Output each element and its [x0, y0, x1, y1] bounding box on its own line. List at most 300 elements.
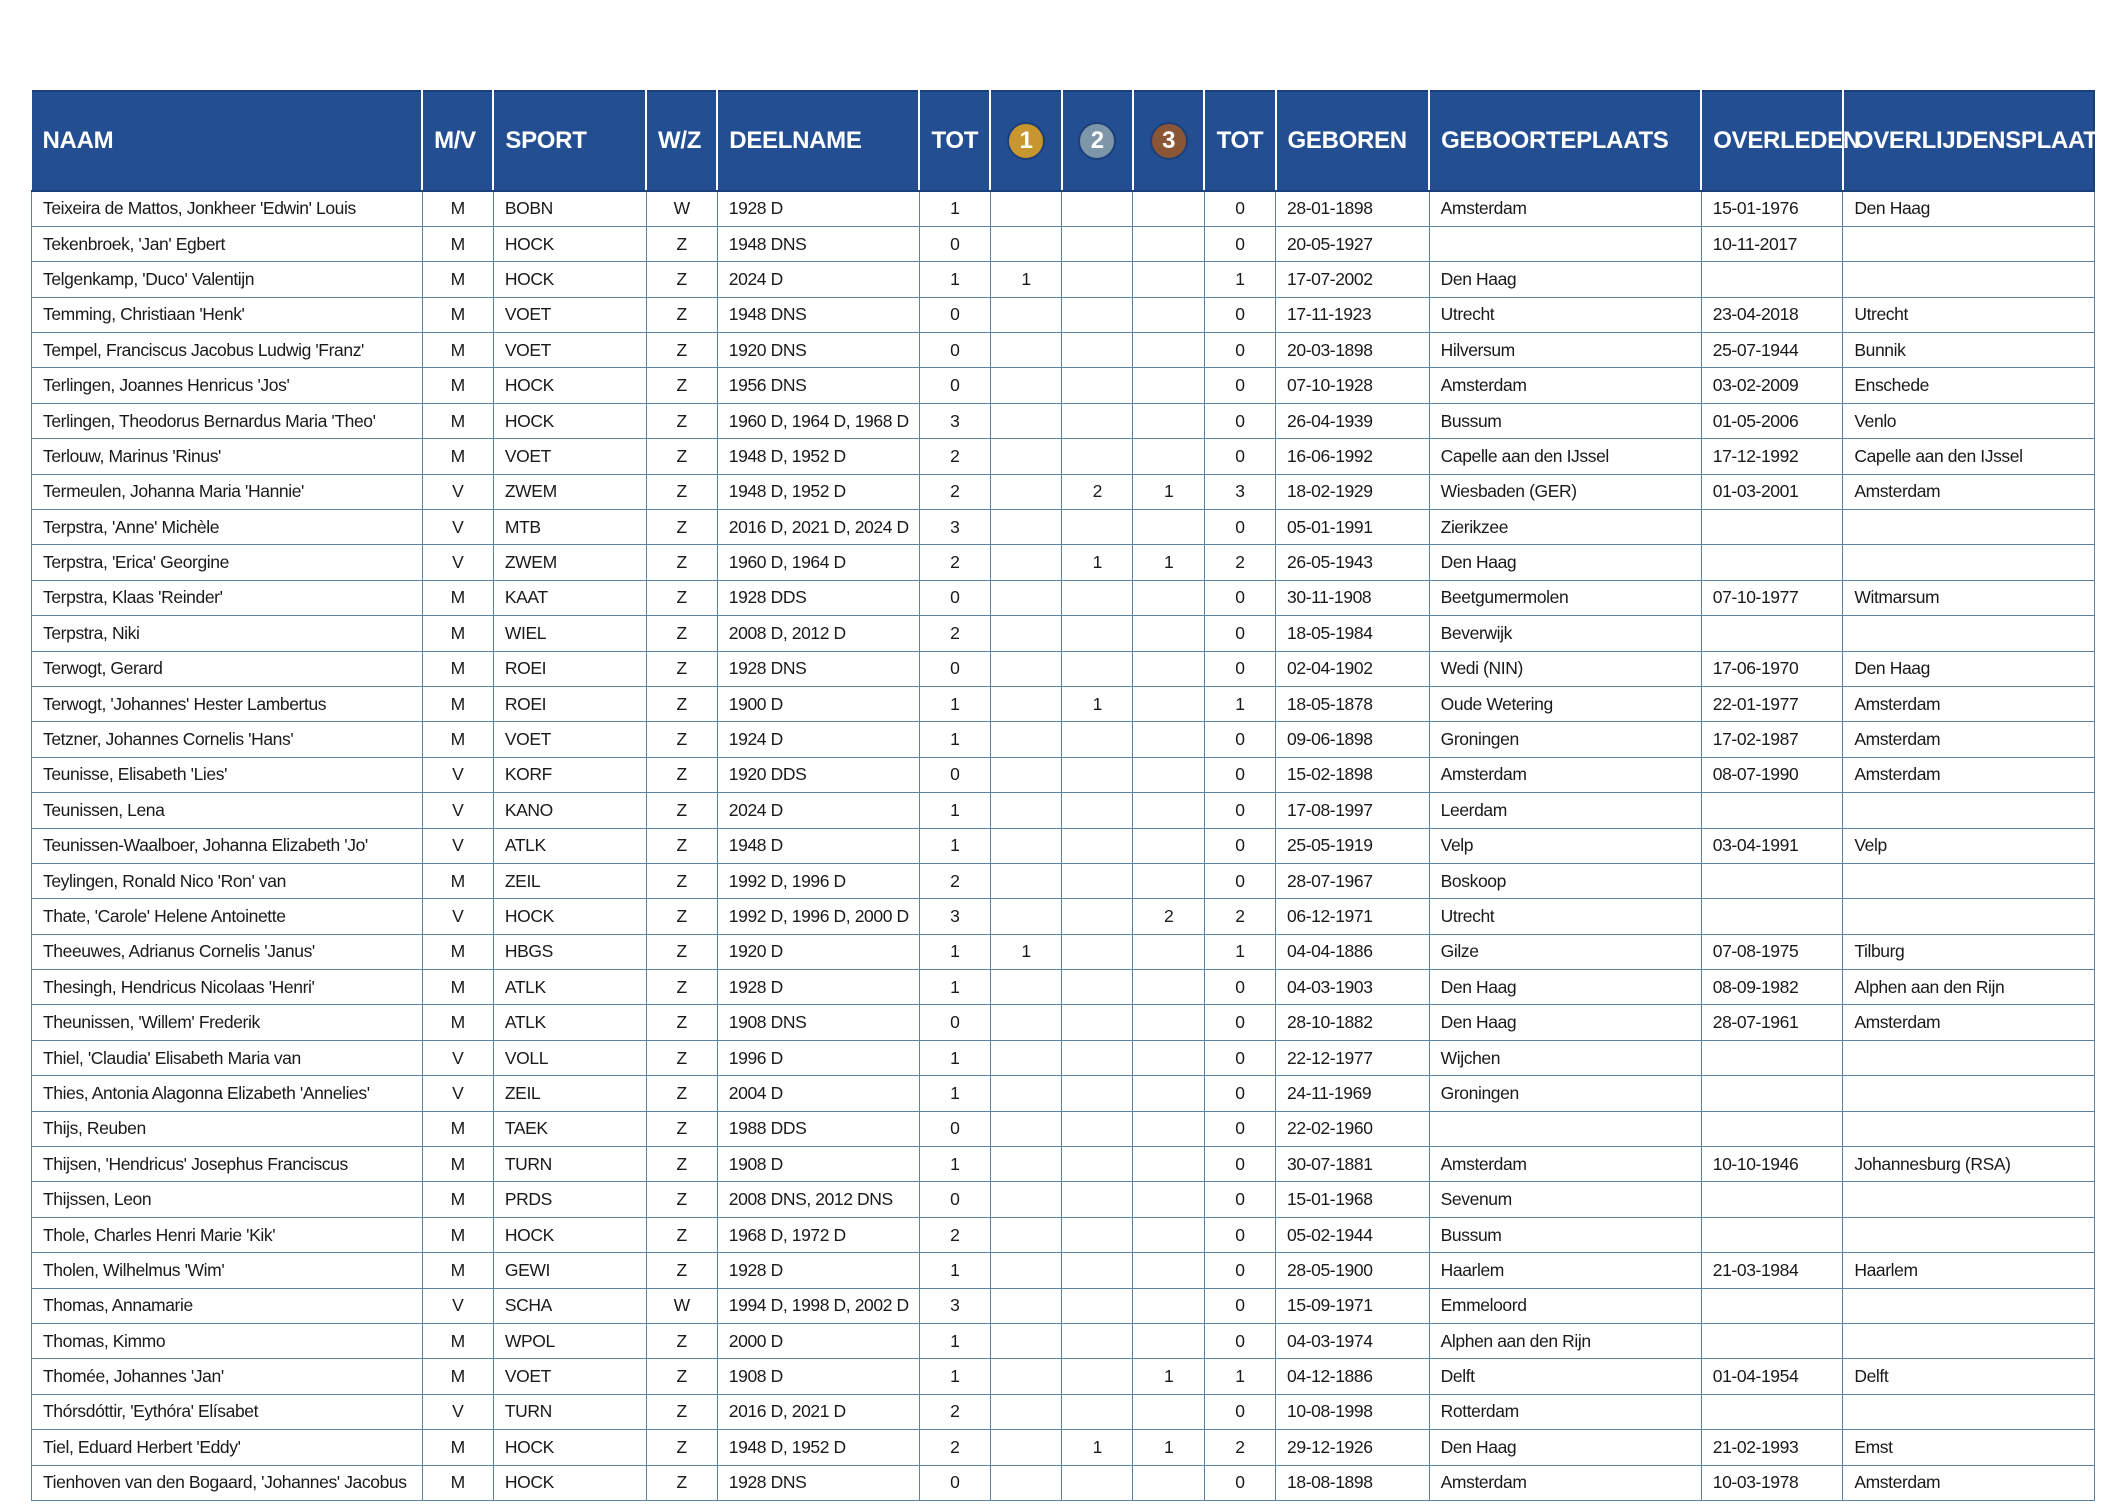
cell-tot-participations: 0 — [919, 1111, 990, 1146]
cell-mv: M — [422, 651, 493, 686]
cell-overleden: 03-04-1991 — [1701, 828, 1843, 863]
cell-bronze — [1133, 1465, 1204, 1500]
cell-overlijdensplaats: Haarlem — [1843, 1253, 2094, 1288]
cell-tot-participations: 0 — [919, 651, 990, 686]
cell-wz: Z — [646, 1394, 717, 1429]
cell-tot-medals: 0 — [1204, 1076, 1275, 1111]
cell-mv: M — [422, 1430, 493, 1465]
cell-mv: V — [422, 1040, 493, 1075]
cell-geboren: 28-01-1898 — [1276, 191, 1430, 226]
cell-sport: ATLK — [493, 1005, 646, 1040]
cell-geboorteplaats — [1429, 226, 1701, 261]
cell-silver — [1062, 1253, 1133, 1288]
cell-mv: M — [422, 1005, 493, 1040]
cell-gold — [990, 863, 1061, 898]
cell-sport: HOCK — [493, 262, 646, 297]
cell-tot-participations: 2 — [919, 1430, 990, 1465]
table-row[interactable] — [32, 1111, 2095, 1146]
cell-silver — [1062, 899, 1133, 934]
cell-geboren: 16-06-1992 — [1276, 439, 1430, 474]
cell-tot-medals: 2 — [1204, 545, 1275, 580]
cell-bronze — [1133, 262, 1204, 297]
cell-wz: Z — [646, 686, 717, 721]
cell-deelname: 1960 D, 1964 D — [717, 545, 919, 580]
cell-geboren: 17-11-1923 — [1276, 297, 1430, 332]
cell-bronze — [1133, 686, 1204, 721]
cell-geboorteplaats: Beetgumermolen — [1429, 580, 1701, 615]
table-row[interactable] — [32, 1147, 2095, 1182]
cell-mv: M — [422, 226, 493, 261]
table-row[interactable] — [32, 1359, 2095, 1394]
cell-silver — [1062, 403, 1133, 438]
cell-tot-medals: 0 — [1204, 1394, 1275, 1429]
cell-overlijdensplaats — [1843, 1182, 2094, 1217]
cell-deelname: 2024 D — [717, 262, 919, 297]
cell-bronze — [1133, 403, 1204, 438]
cell-tot-medals: 0 — [1204, 1040, 1275, 1075]
cell-overleden: 17-06-1970 — [1701, 651, 1843, 686]
table-row[interactable] — [32, 1430, 2095, 1465]
cell-gold — [990, 191, 1061, 226]
cell-gold — [990, 226, 1061, 261]
cell-bronze — [1133, 1076, 1204, 1111]
table-row[interactable] — [32, 686, 2095, 721]
cell-sport: ATLK — [493, 828, 646, 863]
cell-sport: SCHA — [493, 1288, 646, 1323]
cell-overleden: 10-10-1946 — [1701, 1147, 1843, 1182]
cell-gold — [990, 616, 1061, 651]
table-row[interactable] — [32, 1253, 2095, 1288]
cell-deelname: 1900 D — [717, 686, 919, 721]
cell-mv: V — [422, 899, 493, 934]
cell-gold — [990, 403, 1061, 438]
table-row[interactable] — [32, 863, 2095, 898]
table-row[interactable] — [32, 1465, 2095, 1500]
cell-overlijdensplaats — [1843, 262, 2094, 297]
table-row[interactable] — [32, 297, 2095, 332]
cell-bronze: 1 — [1133, 474, 1204, 509]
cell-geboren: 05-01-1991 — [1276, 510, 1430, 545]
cell-sport: KORF — [493, 757, 646, 792]
cell-naam: Terlingen, Joannes Henricus 'Jos' — [32, 368, 423, 403]
cell-overlijdensplaats: Alphen aan den Rijn — [1843, 970, 2094, 1005]
cell-deelname: 1992 D, 1996 D — [717, 863, 919, 898]
cell-geboorteplaats: Capelle aan den IJssel — [1429, 439, 1701, 474]
cell-tot-medals: 0 — [1204, 757, 1275, 792]
cell-naam: Teunissen, Lena — [32, 793, 423, 828]
table-row[interactable] — [32, 970, 2095, 1005]
cell-geboren: 15-09-1971 — [1276, 1288, 1430, 1323]
cell-gold — [990, 474, 1061, 509]
cell-overleden — [1701, 1111, 1843, 1146]
cell-bronze: 1 — [1133, 545, 1204, 580]
cell-mv: M — [422, 297, 493, 332]
cell-gold — [990, 333, 1061, 368]
cell-overlijdensplaats — [1843, 1324, 2094, 1359]
cell-geboorteplaats: Hilversum — [1429, 333, 1701, 368]
cell-sport: ROEI — [493, 686, 646, 721]
table-row[interactable] — [32, 1005, 2095, 1040]
cell-tot-medals: 0 — [1204, 651, 1275, 686]
cell-overleden — [1701, 545, 1843, 580]
cell-sport: ATLK — [493, 970, 646, 1005]
cell-overleden — [1701, 616, 1843, 651]
cell-tot-participations: 1 — [919, 934, 990, 969]
table-row[interactable] — [32, 1324, 2095, 1359]
table-row[interactable] — [32, 651, 2095, 686]
table-row[interactable] — [32, 793, 2095, 828]
cell-overlijdensplaats — [1843, 545, 2094, 580]
table-row[interactable] — [32, 757, 2095, 792]
table-row[interactable] — [32, 1217, 2095, 1252]
cell-geboren: 26-04-1939 — [1276, 403, 1430, 438]
cell-naam: Thomas, Kimmo — [32, 1324, 423, 1359]
table-row[interactable] — [32, 616, 2095, 651]
cell-tot-medals: 0 — [1204, 1111, 1275, 1146]
cell-bronze — [1133, 368, 1204, 403]
cell-overleden — [1701, 1288, 1843, 1323]
cell-bronze — [1133, 510, 1204, 545]
cell-geboren: 20-03-1898 — [1276, 333, 1430, 368]
cell-tot-participations: 0 — [919, 1182, 990, 1217]
table-row[interactable] — [32, 899, 2095, 934]
cell-deelname: 1908 D — [717, 1359, 919, 1394]
cell-deelname: 2008 DNS, 2012 DNS — [717, 1182, 919, 1217]
cell-bronze — [1133, 1182, 1204, 1217]
cell-geboorteplaats: Emmeloord — [1429, 1288, 1701, 1323]
cell-wz: Z — [646, 970, 717, 1005]
col-header-silver[interactable] — [1062, 91, 1133, 191]
table-row[interactable] — [32, 722, 2095, 757]
cell-naam: Thiel, 'Claudia' Elisabeth Maria van — [32, 1040, 423, 1075]
cell-deelname: 1948 DNS — [717, 297, 919, 332]
cell-silver — [1062, 1040, 1133, 1075]
cell-bronze — [1133, 970, 1204, 1005]
cell-overlijdensplaats — [1843, 226, 2094, 261]
cell-overlijdensplaats: Bunnik — [1843, 333, 2094, 368]
cell-mv: M — [422, 1359, 493, 1394]
cell-bronze — [1133, 934, 1204, 969]
col-header-gold[interactable] — [990, 91, 1061, 191]
cell-naam: Tempel, Franciscus Jacobus Ludwig 'Franz' — [32, 333, 423, 368]
cell-bronze — [1133, 863, 1204, 898]
cell-geboren: 15-02-1898 — [1276, 757, 1430, 792]
col-header-overlijdensplaats[interactable]: OVERLIJDENSPLAATS — [1843, 91, 2094, 191]
cell-bronze — [1133, 757, 1204, 792]
cell-wz: Z — [646, 1465, 717, 1500]
cell-silver: 1 — [1062, 686, 1133, 721]
cell-gold — [990, 757, 1061, 792]
cell-mv: M — [422, 403, 493, 438]
table-row[interactable] — [32, 1182, 2095, 1217]
cell-mv: M — [422, 1182, 493, 1217]
cell-tot-participations: 2 — [919, 439, 990, 474]
table-row[interactable] — [32, 474, 2095, 509]
cell-overlijdensplaats — [1843, 899, 2094, 934]
cell-deelname: 1924 D — [717, 722, 919, 757]
cell-silver — [1062, 510, 1133, 545]
cell-overleden: 08-09-1982 — [1701, 970, 1843, 1005]
cell-naam: Thomée, Johannes 'Jan' — [32, 1359, 423, 1394]
cell-deelname: 2000 D — [717, 1324, 919, 1359]
cell-sport: VOET — [493, 722, 646, 757]
cell-geboren: 30-11-1908 — [1276, 580, 1430, 615]
cell-gold — [990, 1465, 1061, 1500]
cell-deelname: 1996 D — [717, 1040, 919, 1075]
cell-wz: Z — [646, 333, 717, 368]
table-row[interactable] — [32, 1288, 2095, 1323]
cell-bronze — [1133, 1324, 1204, 1359]
cell-geboorteplaats: Boskoop — [1429, 863, 1701, 898]
cell-geboren: 25-05-1919 — [1276, 828, 1430, 863]
cell-overleden — [1701, 1324, 1843, 1359]
cell-wz: Z — [646, 1324, 717, 1359]
cell-silver — [1062, 863, 1133, 898]
bronze-medal-icon: 3 — [1150, 122, 1188, 160]
cell-tot-participations: 1 — [919, 970, 990, 1005]
cell-silver — [1062, 226, 1133, 261]
cell-naam: Tienhoven van den Bogaard, 'Johannes' Jacobus — [32, 1465, 423, 1500]
cell-silver — [1062, 580, 1133, 615]
cell-geboren: 18-05-1984 — [1276, 616, 1430, 651]
cell-bronze — [1133, 1394, 1204, 1429]
col-header-sport[interactable]: SPORT — [493, 91, 646, 191]
cell-silver — [1062, 1288, 1133, 1323]
cell-overlijdensplaats: Amsterdam — [1843, 722, 2094, 757]
cell-tot-medals: 1 — [1204, 262, 1275, 297]
cell-mv: V — [422, 828, 493, 863]
gold-medal-icon: 1 — [1007, 122, 1045, 160]
cell-overlijdensplaats — [1843, 1394, 2094, 1429]
cell-sport: HOCK — [493, 1217, 646, 1252]
col-header-tot-medals[interactable]: TOT — [1204, 91, 1275, 191]
cell-naam: Thomas, Annamarie — [32, 1288, 423, 1323]
col-header-geboren[interactable]: GEBOREN — [1276, 91, 1430, 191]
cell-overleden: 17-02-1987 — [1701, 722, 1843, 757]
cell-geboren: 26-05-1943 — [1276, 545, 1430, 580]
cell-tot-medals: 1 — [1204, 1359, 1275, 1394]
cell-geboren: 28-05-1900 — [1276, 1253, 1430, 1288]
cell-silver: 1 — [1062, 1430, 1133, 1465]
table-row[interactable] — [32, 1076, 2095, 1111]
cell-tot-participations: 1 — [919, 1359, 990, 1394]
cell-bronze: 1 — [1133, 1430, 1204, 1465]
cell-gold — [990, 510, 1061, 545]
table-row[interactable] — [32, 262, 2095, 297]
cell-tot-participations: 2 — [919, 616, 990, 651]
cell-bronze — [1133, 722, 1204, 757]
cell-deelname: 2004 D — [717, 1076, 919, 1111]
cell-overlijdensplaats — [1843, 510, 2094, 545]
cell-silver — [1062, 1359, 1133, 1394]
table-row[interactable] — [32, 510, 2095, 545]
cell-naam: Theeuwes, Adrianus Cornelis 'Janus' — [32, 934, 423, 969]
table-row[interactable] — [32, 1394, 2095, 1429]
cell-deelname: 1928 D — [717, 1253, 919, 1288]
cell-tot-medals: 0 — [1204, 368, 1275, 403]
cell-geboren: 18-05-1878 — [1276, 686, 1430, 721]
cell-mv: V — [422, 1394, 493, 1429]
col-header-naam[interactable]: NAAM — [32, 91, 423, 191]
cell-silver — [1062, 616, 1133, 651]
cell-wz: Z — [646, 368, 717, 403]
cell-deelname: 1928 D — [717, 191, 919, 226]
cell-wz: Z — [646, 1359, 717, 1394]
cell-mv: M — [422, 1147, 493, 1182]
cell-gold — [990, 1288, 1061, 1323]
col-header-wz[interactable]: W/Z — [646, 91, 717, 191]
cell-geboorteplaats: Den Haag — [1429, 1005, 1701, 1040]
cell-silver — [1062, 651, 1133, 686]
cell-geboren: 18-08-1898 — [1276, 1465, 1430, 1500]
cell-geboren: 20-05-1927 — [1276, 226, 1430, 261]
table-row[interactable] — [32, 1040, 2095, 1075]
table-row[interactable] — [32, 439, 2095, 474]
cell-geboorteplaats: Den Haag — [1429, 1430, 1701, 1465]
cell-overlijdensplaats: Witmarsum — [1843, 580, 2094, 615]
cell-sport: VOET — [493, 333, 646, 368]
cell-naam: Teixeira de Mattos, Jonkheer 'Edwin' Louis — [32, 191, 423, 226]
cell-gold — [990, 1005, 1061, 1040]
cell-mv: M — [422, 722, 493, 757]
cell-overleden — [1701, 262, 1843, 297]
cell-sport: ROEI — [493, 651, 646, 686]
cell-tot-medals: 0 — [1204, 580, 1275, 615]
cell-geboren: 22-12-1977 — [1276, 1040, 1430, 1075]
cell-deelname: 1920 DDS — [717, 757, 919, 792]
cell-tot-medals: 0 — [1204, 1217, 1275, 1252]
col-header-geboorteplaats[interactable]: GEBOORTEPLAATS — [1429, 91, 1701, 191]
cell-mv: M — [422, 616, 493, 651]
cell-overlijdensplaats: Amsterdam — [1843, 474, 2094, 509]
cell-tot-medals: 2 — [1204, 899, 1275, 934]
cell-overleden: 03-02-2009 — [1701, 368, 1843, 403]
cell-overleden: 08-07-1990 — [1701, 757, 1843, 792]
cell-gold — [990, 793, 1061, 828]
cell-overleden — [1701, 793, 1843, 828]
cell-wz: Z — [646, 934, 717, 969]
cell-overlijdensplaats — [1843, 1040, 2094, 1075]
table-row[interactable] — [32, 191, 2095, 226]
cell-overleden — [1701, 1394, 1843, 1429]
cell-silver — [1062, 1182, 1133, 1217]
cell-deelname: 1928 DNS — [717, 651, 919, 686]
cell-overleden: 22-01-1977 — [1701, 686, 1843, 721]
col-header-tot-participations[interactable]: TOT — [919, 91, 990, 191]
table-row[interactable] — [32, 226, 2095, 261]
cell-gold — [990, 545, 1061, 580]
col-header-deelname[interactable]: DEELNAME — [717, 91, 919, 191]
cell-tot-medals: 0 — [1204, 191, 1275, 226]
cell-naam: Terpstra, 'Erica' Georgine — [32, 545, 423, 580]
cell-sport: HOCK — [493, 368, 646, 403]
cell-overleden: 23-04-2018 — [1701, 297, 1843, 332]
cell-naam: Tekenbroek, 'Jan' Egbert — [32, 226, 423, 261]
cell-geboorteplaats: Groningen — [1429, 722, 1701, 757]
cell-sport: GEWI — [493, 1253, 646, 1288]
table-row[interactable] — [32, 580, 2095, 615]
cell-sport: MTB — [493, 510, 646, 545]
cell-wz: Z — [646, 757, 717, 792]
cell-bronze — [1133, 1288, 1204, 1323]
cell-naam: Thórsdóttir, 'Eythóra' Elísabet — [32, 1394, 423, 1429]
cell-sport: HOCK — [493, 403, 646, 438]
cell-silver — [1062, 793, 1133, 828]
cell-bronze — [1133, 1111, 1204, 1146]
cell-wz: Z — [646, 226, 717, 261]
cell-tot-medals: 3 — [1204, 474, 1275, 509]
cell-overlijdensplaats — [1843, 863, 2094, 898]
col-header-bronze[interactable] — [1133, 91, 1204, 191]
cell-tot-medals: 0 — [1204, 793, 1275, 828]
cell-overleden: 15-01-1976 — [1701, 191, 1843, 226]
cell-wz: Z — [646, 828, 717, 863]
cell-gold: 1 — [990, 934, 1061, 969]
cell-overlijdensplaats: Emst — [1843, 1430, 2094, 1465]
cell-gold — [990, 368, 1061, 403]
cell-wz: Z — [646, 651, 717, 686]
table-row[interactable] — [32, 934, 2095, 969]
cell-overlijdensplaats: Amsterdam — [1843, 686, 2094, 721]
cell-geboren: 22-02-1960 — [1276, 1111, 1430, 1146]
table-row[interactable] — [32, 333, 2095, 368]
cell-sport: ZWEM — [493, 474, 646, 509]
cell-tot-participations: 0 — [919, 368, 990, 403]
cell-tot-participations: 0 — [919, 1465, 990, 1500]
cell-geboorteplaats: Rotterdam — [1429, 1394, 1701, 1429]
cell-deelname: 2016 D, 2021 D, 2024 D — [717, 510, 919, 545]
cell-geboorteplaats: Delft — [1429, 1359, 1701, 1394]
cell-sport: ZWEM — [493, 545, 646, 580]
cell-naam: Tiel, Eduard Herbert 'Eddy' — [32, 1430, 423, 1465]
cell-wz: Z — [646, 1111, 717, 1146]
cell-tot-participations: 1 — [919, 686, 990, 721]
table-row[interactable] — [32, 368, 2095, 403]
cell-tot-participations: 0 — [919, 297, 990, 332]
cell-gold — [990, 1111, 1061, 1146]
cell-naam: Thijsen, 'Hendricus' Josephus Franciscus — [32, 1147, 423, 1182]
cell-mv: M — [422, 863, 493, 898]
cell-gold — [990, 580, 1061, 615]
table-row[interactable] — [32, 403, 2095, 438]
cell-tot-participations: 0 — [919, 580, 990, 615]
cell-wz: Z — [646, 580, 717, 615]
col-header-mv[interactable]: M/V — [422, 91, 493, 191]
cell-tot-medals: 0 — [1204, 1253, 1275, 1288]
cell-overlijdensplaats: Venlo — [1843, 403, 2094, 438]
table-row[interactable] — [32, 545, 2095, 580]
cell-mv: V — [422, 757, 493, 792]
cell-sport: TURN — [493, 1394, 646, 1429]
cell-naam: Terwogt, Gerard — [32, 651, 423, 686]
cell-overleden: 01-04-1954 — [1701, 1359, 1843, 1394]
cell-deelname: 2008 D, 2012 D — [717, 616, 919, 651]
cell-geboren: 18-02-1929 — [1276, 474, 1430, 509]
table-row[interactable] — [32, 828, 2095, 863]
cell-geboren: 04-03-1974 — [1276, 1324, 1430, 1359]
col-header-overleden[interactable]: OVERLEDEN — [1701, 91, 1843, 191]
cell-sport: VOLL — [493, 1040, 646, 1075]
cell-tot-medals: 0 — [1204, 1182, 1275, 1217]
cell-sport: HOCK — [493, 1430, 646, 1465]
cell-geboorteplaats: Utrecht — [1429, 899, 1701, 934]
cell-tot-medals: 1 — [1204, 686, 1275, 721]
cell-overleden: 17-12-1992 — [1701, 439, 1843, 474]
cell-naam: Termeulen, Johanna Maria 'Hannie' — [32, 474, 423, 509]
cell-mv: V — [422, 793, 493, 828]
cell-wz: Z — [646, 863, 717, 898]
cell-mv: V — [422, 545, 493, 580]
